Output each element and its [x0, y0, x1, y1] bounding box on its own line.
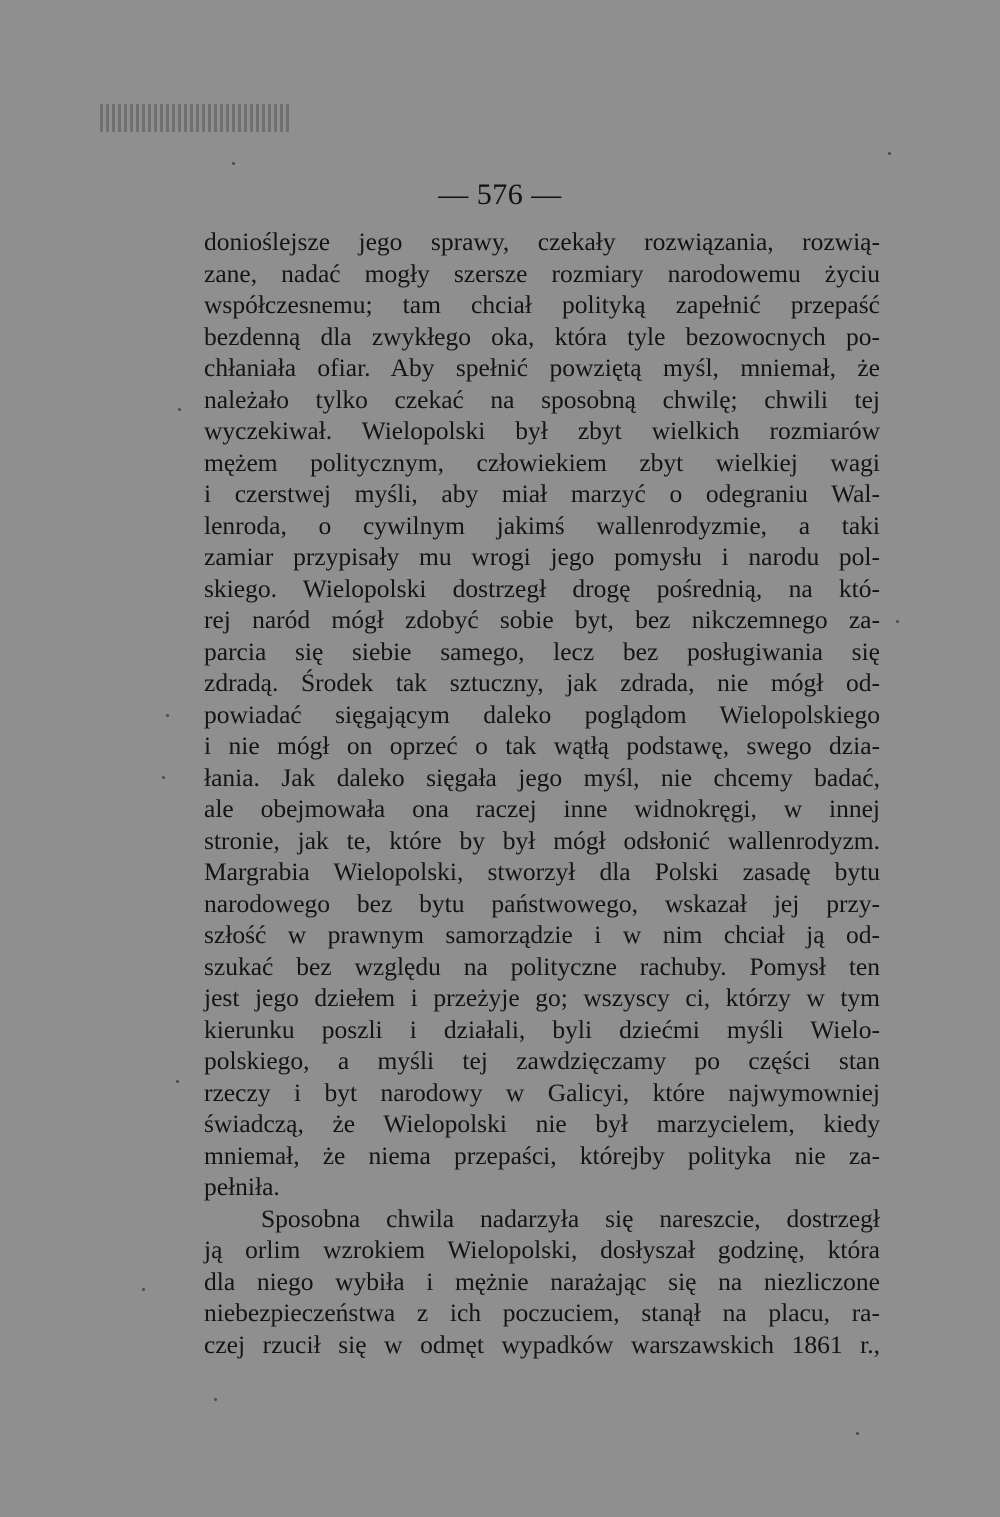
- text-line: parcia się siebie samego, lecz bez posługiwania się: [204, 636, 880, 666]
- text-line: ją orlim wzrokiem Wielopolski, dosłyszał godzinę, która: [204, 1235, 880, 1264]
- scan-speck: [856, 1432, 859, 1435]
- text-line: łania. Jak daleko sięgała jego myśl, nie chcemy badać,: [204, 762, 880, 792]
- text-line: kierunku poszli i działali, byli dziećmi myśli Wielo-: [204, 1014, 880, 1044]
- text-line: mężem politycznym, człowiekiem zbyt wielkiej wagi: [204, 447, 880, 477]
- text-line: czej rzucił się w odmęt wypadków warszawskich 1861 r.,: [204, 1329, 880, 1359]
- text-line: rzeczy i byt narodowy w Galicyi, które najwymowniej: [204, 1077, 880, 1107]
- text-line: polskiego, a myśli tej zawdzięczamy po części stan: [204, 1046, 880, 1075]
- scan-speck: [176, 1080, 179, 1083]
- text-line: jest jego dziełem i przeżyje go; wszyscy ci, którzy w tym: [204, 983, 880, 1012]
- text-line: Margrabia Wielopolski, stworzył dla Polski zasadę bytu: [204, 857, 880, 886]
- scan-speck: [214, 1398, 217, 1401]
- text-line: lenroda, o cywilnym jakimś wallenrodyzmie, a taki: [204, 510, 880, 540]
- text-line: wyczekiwał. Wielopolski był zbyt wielkich rozmiarów: [204, 416, 880, 445]
- text-line: i czerstwej myśli, aby miał marzyć o odegraniu Wal-: [204, 479, 880, 508]
- scan-speck: [888, 152, 891, 155]
- scan-speck: [178, 408, 181, 411]
- scan-speck: [896, 620, 899, 623]
- scan-speck: [232, 162, 235, 165]
- text-line: stronie, jak te, które by był mógł odsłonić wallenrodyzm.: [204, 825, 880, 855]
- text-line: powiadać sięgającym daleko poglądom Wielopolskiego: [204, 699, 880, 729]
- text-line: dla niego wybiła i mężnie narażając się na niezliczone: [204, 1266, 880, 1296]
- text-line: zamiar przypisały mu wrogi jego pomysłu i narodu pol-: [204, 542, 880, 571]
- page-number: — 576 —: [438, 178, 562, 211]
- text-line: rej naród mógł zdobyć sobie byt, bez nikczemnego za-: [204, 605, 880, 634]
- text-line: należało tylko czekać na sposobną chwilę; chwili tej: [204, 384, 880, 414]
- scan-speck: [142, 1288, 145, 1291]
- text-line: Sposobna chwila nadarzyła się nareszcie, dostrzegł: [261, 1203, 880, 1233]
- text-line: ale obejmowała ona raczej inne widnokręgi, w innej: [204, 794, 880, 823]
- text-line: zane, nadać mogły szersze rozmiary narodowemu życiu: [204, 258, 880, 288]
- text-line: mniemał, że niema przepaści, którejby polityka nie za-: [204, 1140, 880, 1170]
- text-line: bezdenną dla zwykłego oka, która tyle bezowocnych po-: [204, 321, 880, 351]
- scan-speck: [162, 776, 165, 779]
- text-line: niebezpieczeństwa z ich poczuciem, stanął na placu, ra-: [204, 1298, 880, 1327]
- text-line: chłaniała ofiar. Aby spełnić powziętą myśl, mniemał, że: [204, 353, 880, 382]
- text-line: skiego. Wielopolski dostrzegł drogę pośrednią, na któ-: [204, 573, 880, 603]
- body-text: [204, 226, 880, 1360]
- text-line: donioślejsze jego sprawy, czekały rozwiązania, rozwią-: [204, 227, 880, 256]
- text-line: pełniła.: [204, 1172, 280, 1201]
- scan-artifact: [100, 104, 290, 132]
- text-line: i nie mógł on oprzeć o tak wątłą podstawę, swego dzia-: [204, 731, 880, 760]
- text-line: współczesnemu; tam chciał polityką zapełnić przepaść: [204, 290, 880, 319]
- scan-speck: [166, 714, 169, 717]
- text-line: szłość w prawnym samorządzie i w nim chciał ją od-: [204, 920, 880, 949]
- text-line: zdradą. Środek tak sztuczny, jak zdrada, nie mógł od-: [204, 668, 880, 697]
- text-line: narodowego bez bytu państwowego, wskazał jej przy-: [204, 888, 880, 918]
- text-line: świadczą, że Wielopolski nie był marzycielem, kiedy: [204, 1109, 880, 1138]
- text-line: szukać bez względu na polityczne rachuby. Pomysł ten: [204, 951, 880, 981]
